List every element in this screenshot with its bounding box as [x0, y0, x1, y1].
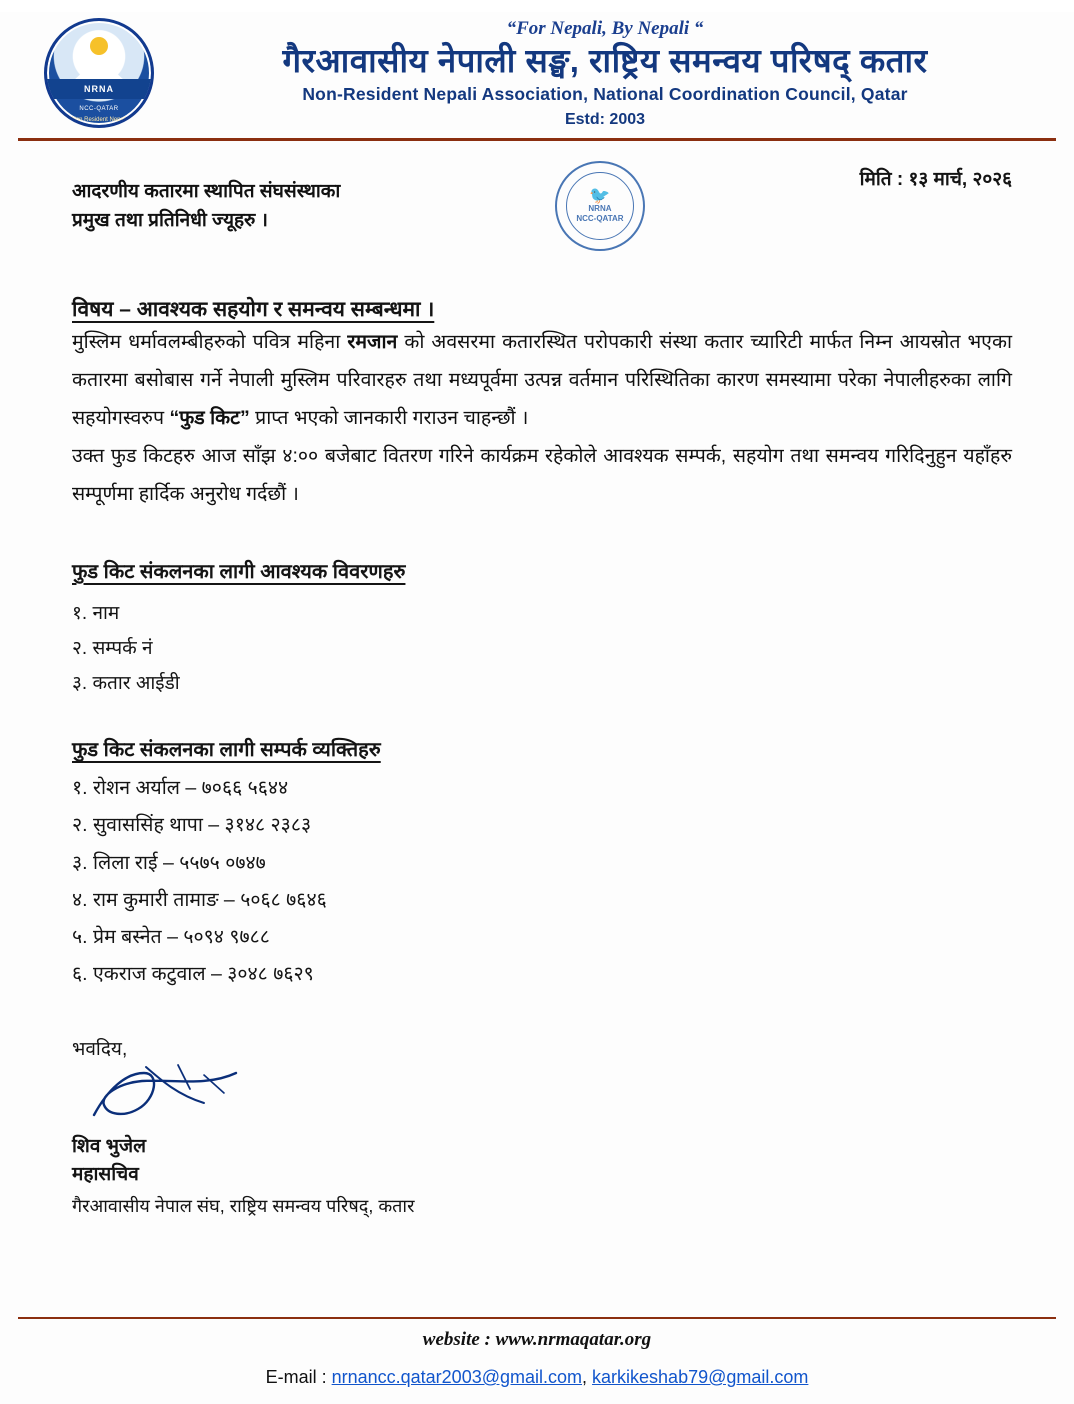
established-year: Estd: 2003 [564, 110, 646, 128]
signature-area [72, 1061, 1012, 1133]
bird-icon: 🐦 [589, 186, 611, 206]
list-item: ५. प्रेम बस्नेत – ५०९४ ९७८८ [72, 925, 270, 948]
paragraph-1-part-a: मुस्लिम धर्मावलम्बीहरुको पवित्र महिना [72, 330, 348, 353]
sun-icon [90, 37, 108, 55]
paragraph-1-part-e: प्राप्त भएको जानकारी गराउन चाहन्छौं । [249, 406, 529, 429]
email-line [0, 1367, 1074, 1388]
organization-name-english: Non-Resident Nepali Association, National Coordination Council, Qatar [302, 83, 908, 104]
contact-persons-list [72, 770, 1012, 992]
website-text: website : www.nrmaqatar.org [422, 1329, 652, 1350]
list-item: १. नाम [72, 603, 120, 625]
email-label: E-mail : [265, 1367, 332, 1387]
subject-line: विषय – आवश्यक सहयोग र समन्वय सम्बन्धमा । [72, 297, 435, 321]
email-link-1[interactable]: nrnancc.qatar2003@gmail.com [331, 1367, 583, 1387]
logo-sub-text: NCC-QATAR [79, 106, 119, 113]
logo-container [40, 18, 158, 128]
logo-foot-text: Non Resident Nepali [71, 117, 127, 124]
addressee-line-1: आदरणीय कतारमा स्थापित संघसंस्थाका [72, 180, 341, 202]
letter-body [0, 141, 1074, 1221]
organization-name-nepali: गैरआवासीय नेपाली सङ्घ, राष्ट्रिय समन्वय परिषद् कतार [282, 42, 928, 79]
signer-name: शिव भुजेल [72, 1135, 147, 1157]
mountain-icon [73, 57, 125, 81]
letter-footer [0, 1317, 1074, 1388]
slogan: “For Nepali, By Nepali “ [506, 18, 704, 39]
letterhead-text [158, 18, 1048, 129]
email-link-2[interactable]: karkikeshab79@gmail.com [592, 1367, 809, 1387]
letterhead [0, 12, 1074, 129]
stamp-line-2: NCC-QATAR [576, 214, 624, 224]
email-separator: , [582, 1367, 593, 1387]
section-2-title: फुड किट संकलनका लागी सम्पर्क व्यक्तिहरु [72, 739, 381, 762]
paragraph-1-highlight-foodkit: “फुड किट” [169, 406, 250, 429]
paragraph-1-part-c: को अवसरमा कतारस्थित परोपकारी संस्था कतार च्यारिटी मार्फत निम्न आयस्रोत भएका कतारमा बसोबास गर्ने नेपाली मुस्लिम परिवारहरु तथा मध्यपूर्वमा उत्पन्न वर्तमान परिस्थितिका कारण समस्यामा परेका नेपालीहरुका लागि सहयोगस्वरुप [72, 330, 1012, 429]
list-item: २. सम्पर्क नं [72, 638, 153, 660]
addressee-line-2: प्रमुख तथा प्रतिनिधी ज्यूहरु । [72, 210, 268, 232]
section-1-title: फुड किट संकलनका लागी आवश्यक विवरणहरु [72, 561, 406, 584]
official-stamp-icon [555, 161, 645, 251]
letter-top-row [72, 157, 1012, 251]
signature-icon [86, 1059, 276, 1129]
stamp-inner [566, 172, 634, 240]
signer-organization: गैरआवासीय नेपाल संघ, राष्ट्रिय समन्वय परिषद्, कतार [72, 1195, 415, 1216]
addressee-block [72, 157, 340, 236]
list-item: २. सुवाससिंह थापा – ३१४८ २३८३ [72, 814, 312, 837]
list-item: ३. लिला राई – ५५७५ ०७४७ [72, 851, 266, 874]
letter-date: मिति : १३ मार्च, २०२६ [859, 168, 1012, 190]
stamp-line-1: NRNA [588, 204, 612, 214]
required-details-list [72, 596, 1012, 701]
nrna-logo-icon [44, 18, 154, 128]
list-item: ४. राम कुमारी तामाङ – ५०६८ ७६४६ [72, 888, 327, 911]
list-item: ६. एकराज कटुवाल – ३०४८ ७६२९ [72, 962, 314, 985]
signer-role: महासचिव [72, 1164, 139, 1186]
paragraph-1-highlight-ramjan: रमजान [347, 330, 398, 353]
list-item: १. रोशन अर्याल – ७०६६ ५६४४ [72, 777, 289, 800]
list-item: ३. कतार आईडी [72, 673, 180, 695]
paragraph-2: उक्त फुड किटहरु आज साँझ ४:०० बजेबाट वितरण गरिने कार्यक्रम रहेकोले आवश्यक सम्पर्क, सहयोग तथा समन्वय गरिदिनुहुन यहाँहरु सम्पूर्णमा हार्दिक अनुरोध गर्दछौं । [72, 444, 1012, 505]
footer-divider [18, 1317, 1056, 1319]
closing-salutation: भवदिय, [72, 1038, 128, 1060]
page-top-margin [0, 0, 1074, 12]
logo-band-text: NRNA [47, 79, 151, 99]
paragraph-1 [72, 323, 1012, 437]
